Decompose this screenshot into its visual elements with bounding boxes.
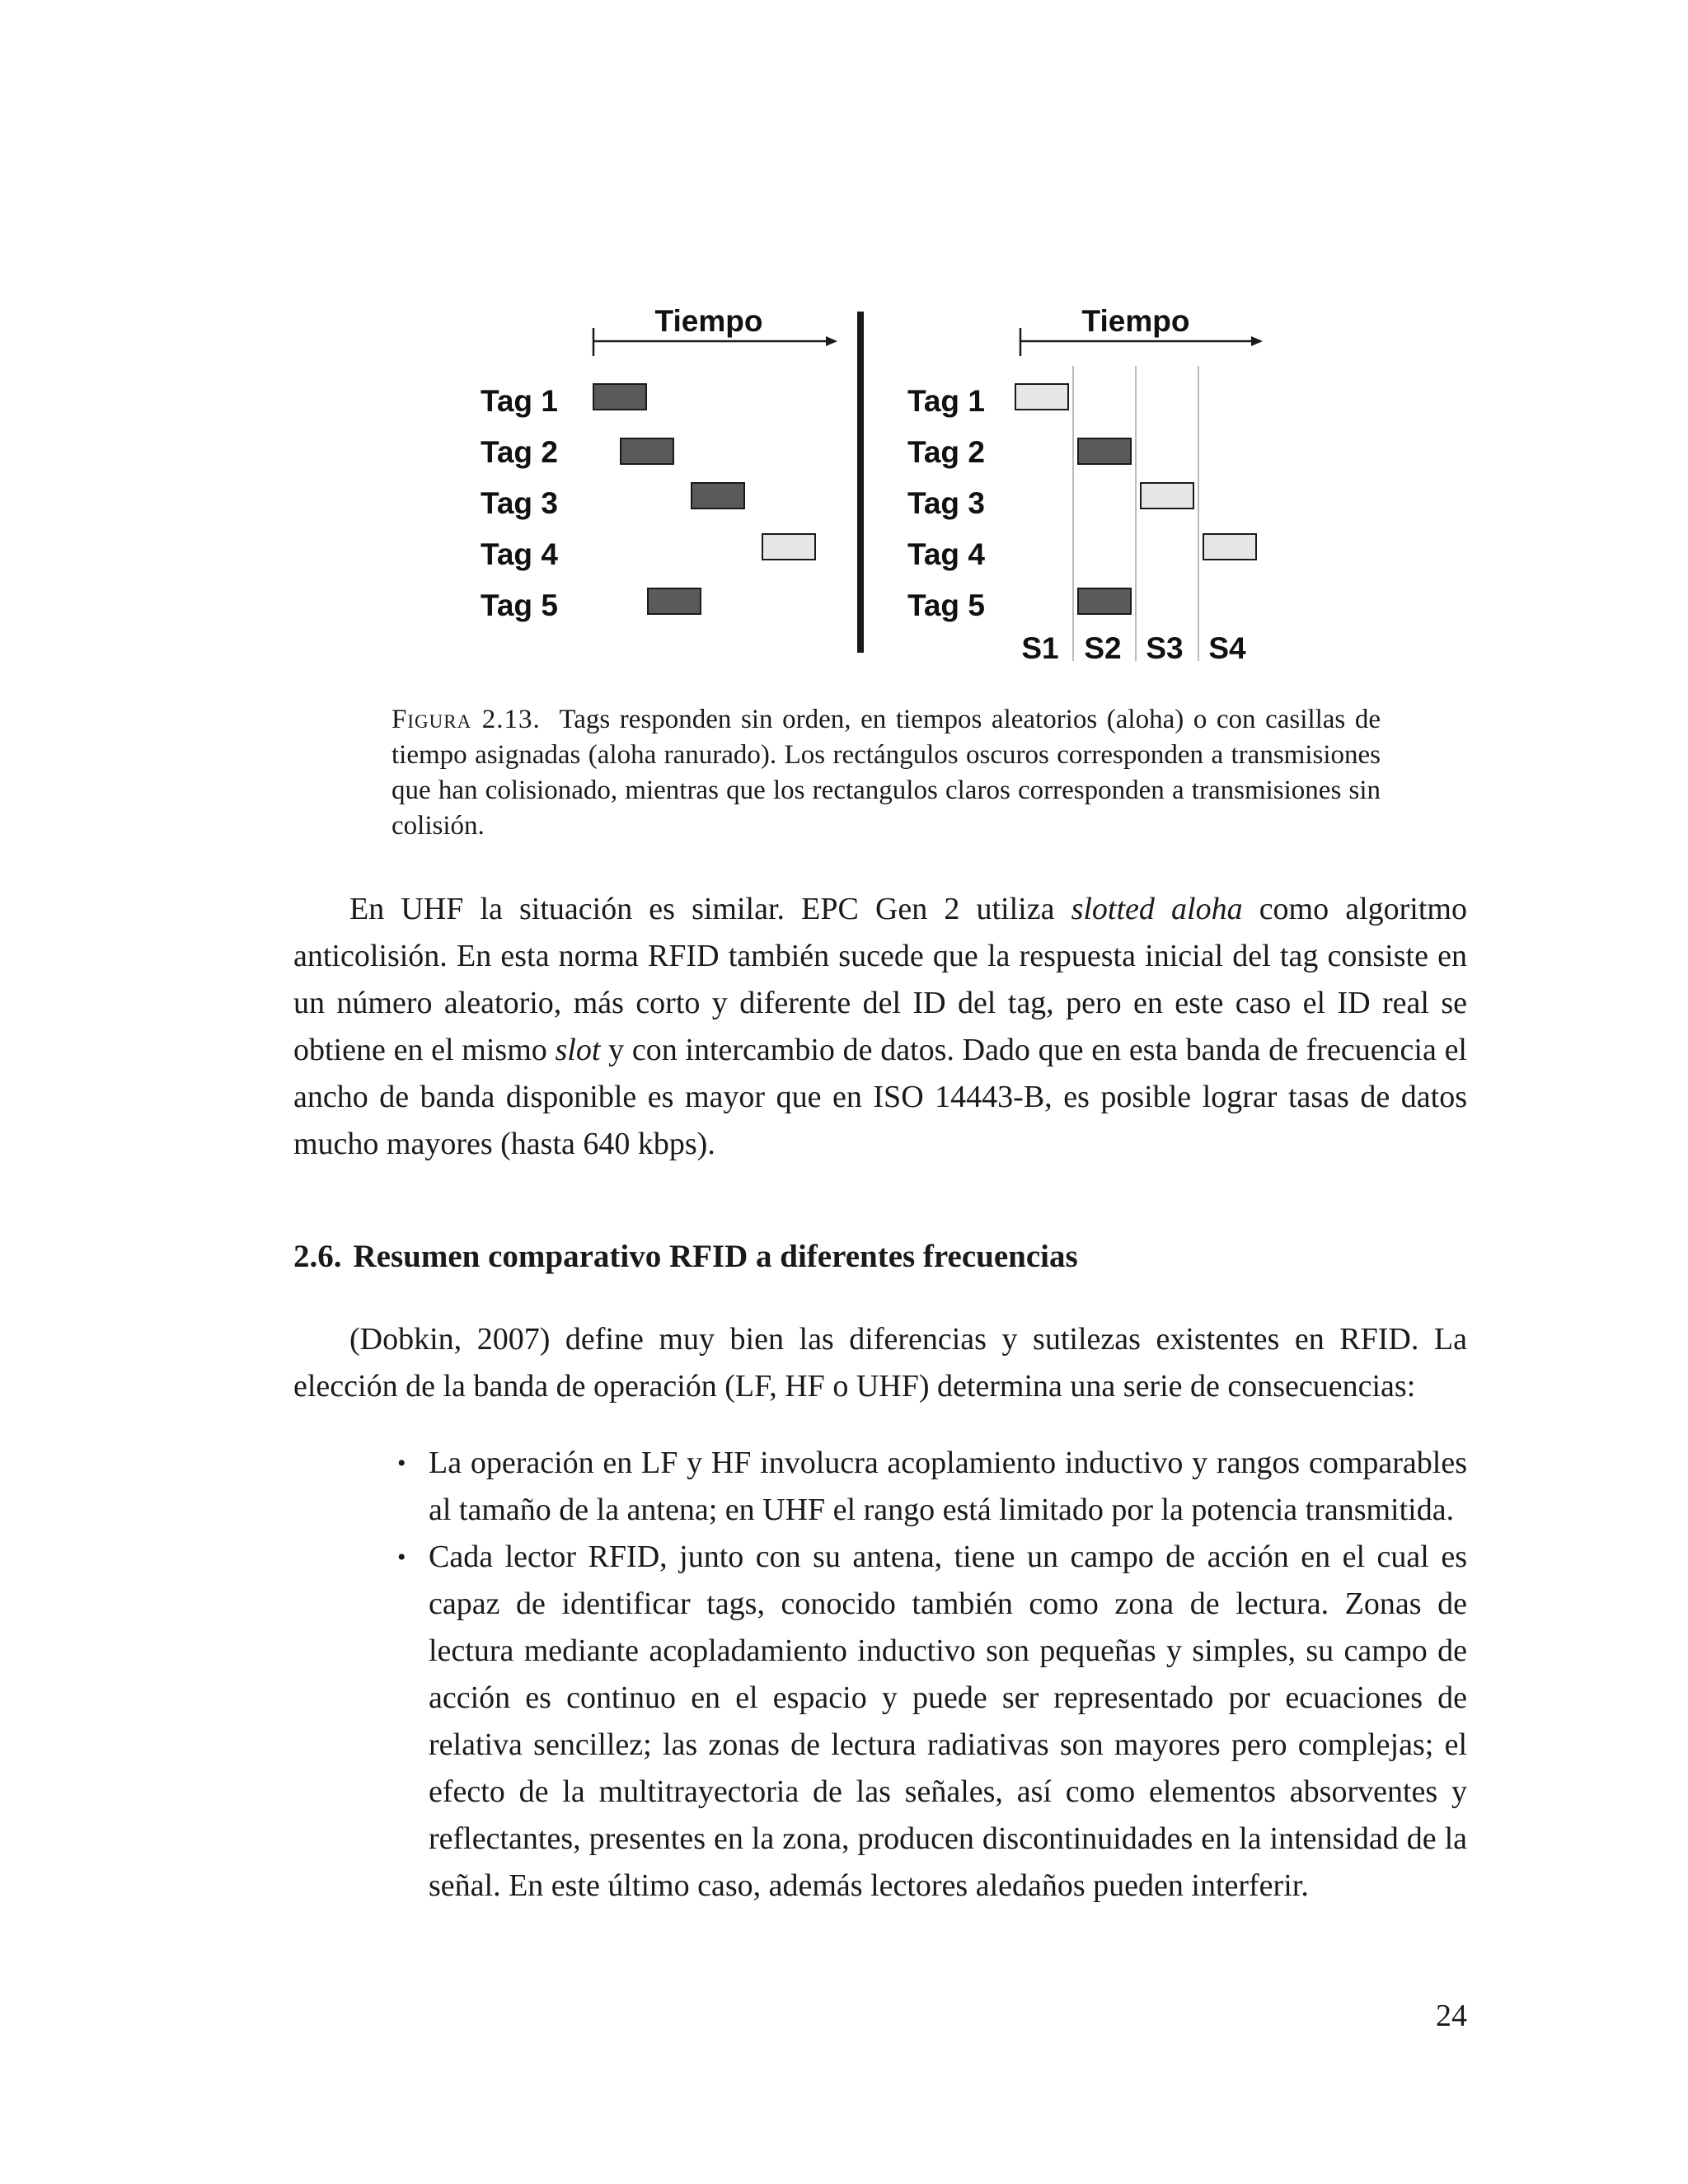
right-tag-4-clear-transmission (1203, 534, 1256, 560)
right-tag-5-label: Tag 5 (907, 588, 985, 622)
consequences-list (397, 1440, 1467, 1910)
paragraph-dobkin: (Dobkin, 2007) define muy bien las diferencias y sutilezas existentes en RFID. La elección de la banda de operación (LF, HF o UHF) determina una serie de consecuencias: (293, 1322, 1467, 1404)
right-tag-2-label: Tag 2 (907, 435, 985, 469)
paragraph-epc-gen2 (293, 886, 1467, 1168)
right-time-label: Tiempo (1081, 304, 1190, 338)
section-number: 2.6. (293, 1239, 342, 1274)
list-item (397, 1534, 1467, 1910)
paragraph1-text-1: En UHF la situación es similar. EPC Gen 2 utiliza (349, 892, 1071, 926)
right-tag-3-label: Tag 3 (907, 486, 985, 520)
left-tag-2-label: Tag 2 (481, 435, 558, 469)
left-tag-5-collided-transmission (648, 588, 701, 614)
right-tag-3-clear-transmission (1141, 483, 1193, 509)
slot-label-s3: S3 (1146, 631, 1184, 665)
bullet-icon: • (397, 1450, 406, 1477)
list-item-text: La operación en LF y HF involucra acoplamiento inductivo y rangos comparables al tamaño de la antena; en UHF el rango está limitado por la potencia transmitida. (429, 1446, 1467, 1527)
paragraph1-italic-slotted-aloha: slotted aloha (1071, 892, 1243, 926)
paragraph1-text-2: como algoritmo anticolisión. En esta norma RFID también sucede que la respuesta inicial del tag consiste en un número aleatorio, más corto y diferente del ID del tag, pero en este caso el ID real se obtiene en el mismo (293, 892, 1467, 1067)
paragraph1-italic-slot: slot (555, 1033, 601, 1067)
caption-label: Figura 2.13. (392, 705, 541, 734)
right-tag-5-collided-transmission (1078, 588, 1131, 614)
list-item-text: Cada lector RFID, junto con su antena, tiene un campo de acción en el cual es capaz de identificar tags, conocido también como zona de lectura. Zonas de lectura mediante acopladamiento inductivo son pequeñas y simples, su campo de acción es continuo en el espacio y puede ser representado por ecuaciones de relativa sencillez; las zonas de lectura radiativas son mayores pero complejas; el efecto de la multitrayectoria de las señales, así como elementos absorventes y reflectantes, presentes en la zona, producen discontinuidades en la intensidad de la señal. En este último caso, además lectores aledaños pueden interferir. (429, 1540, 1467, 1903)
bullet-icon: • (397, 1544, 406, 1571)
left-tag-1-label: Tag 1 (481, 384, 558, 418)
left-time-label: Tiempo (654, 304, 763, 338)
aloha-figure (0, 0, 1688, 684)
caption-text: Tags responden sin orden, en tiempos aleatorios (aloha) o con casillas de tiempo asignadas (aloha ranurado). Los rectángulos oscuros corresponden a transmisiones que han colisionado, mientras que los rectangulos claros corresponden a transmisiones sin colisión. (392, 705, 1381, 841)
right-tag-2-collided-transmission (1078, 438, 1131, 464)
left-tag-4-clear-transmission (762, 534, 815, 560)
paragraph1-text-3: y con intercambio de datos. Dado que en esta banda de frecuencia el ancho de banda disponible es mayor que en ISO 14443-B, es posible lograr tasas de datos mucho mayores (hasta 640 kbps). (293, 1033, 1467, 1161)
figure-caption (392, 702, 1381, 844)
slot-label-s4: S4 (1208, 631, 1246, 665)
left-tag-2-collided-transmission (621, 438, 673, 464)
right-tag-1-clear-transmission (1015, 384, 1068, 410)
left-tag-5-label: Tag 5 (481, 588, 558, 622)
list-item (397, 1440, 1467, 1534)
section-heading (293, 1238, 1078, 1275)
left-tag-4-label: Tag 4 (481, 537, 558, 571)
slot-label-s1: S1 (1021, 631, 1059, 665)
left-tag-3-label: Tag 3 (481, 486, 558, 520)
right-panel (907, 304, 1261, 665)
left-tag-1-collided-transmission (593, 384, 646, 410)
section-title: Resumen comparativo RFID a diferentes frecuencias (353, 1239, 1078, 1274)
slot-label-s2: S2 (1084, 631, 1122, 665)
page-number: 24 (1436, 1999, 1467, 2033)
right-tag-4-label: Tag 4 (907, 537, 985, 571)
left-panel (481, 304, 836, 622)
left-tag-3-collided-transmission (692, 483, 744, 509)
right-tag-1-label: Tag 1 (907, 384, 985, 418)
